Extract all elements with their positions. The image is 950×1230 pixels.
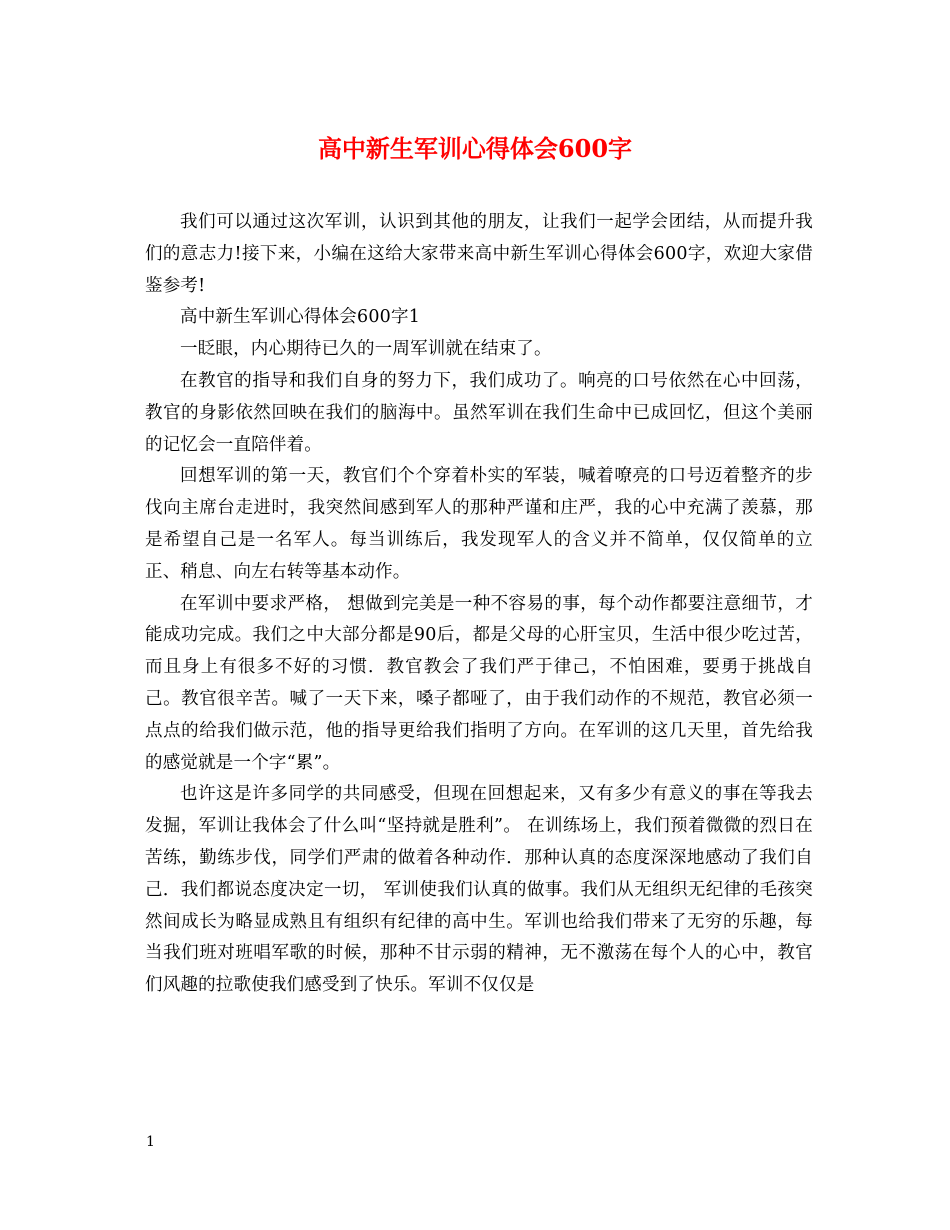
document-title: 高中新生军训心得体会600字 — [317, 134, 633, 163]
paragraph: 在军训中要求严格， 想做到完美是一种不容易的事，每个动作都要注意细节，才能成功完成。我们之中大部分都是90后，都是父母的心肝宝贝，生活中很少吃过苦，而且身上有很多不好的习惯．教官教会了我们严于律己，不怕困难，要勇于挑战自己。教官很辛苦。喊了一天下来，嗓子都哑了，由于我们动作的不规范，教官必须一点点的给我们做示范，他的指导更给我们指明了方向。在军训的这几天里，首先给我的感觉就是一个字“累”。 — [145, 593, 813, 773]
document-body — [145, 207, 813, 1002]
paragraph: 在教官的指导和我们自身的努力下，我们成功了。响亮的口号依然在心中回荡，教官的身影依然回映在我们的脑海中。虽然军训在我们生命中已成回忆，但这个美丽的记忆会一直陪伴着。 — [145, 370, 813, 455]
paragraph-intro: 我们可以通过这次军训，认识到其他的朋友，让我们一起学会团结，从而提升我们的意志力!接下来，小编在这给大家带来高中新生军训心得体会600字，欢迎大家借鉴参考! — [145, 212, 813, 296]
section-heading: 高中新生军训心得体会600字1 — [180, 307, 421, 328]
paragraph: 也许这是许多同学的共同感受，但现在回想起来，又有多少有意义的事在等我去发掘，军训让我体会了什么叫“坚持就是胜利”。 在训练场上，我们预着微微的烈日在苦练，勤练步伐，同学们严肃的做着各种动作．那种认真的态度深深地感动了我们自己．我们都说态度决定一切， 军训使我们认真的做事。我们从无组织无纪律的毛孩突然间成长为略显成熟且有组织有纪律的高中生。军训也给我们带来了无穷的乐趣，每当我们班对班唱军歌的时候，那种不甘示弱的精神，无不激荡在每个人的心中，教官们风趣的拉歌使我们感受到了快乐。军训不仅仅是 — [145, 784, 813, 996]
page-number: 1 — [146, 1134, 155, 1150]
paragraph: 一眨眼，内心期待已久的一周军训就在结束了。 — [180, 339, 552, 360]
paragraph: 回想军训的第一天，教官们个个穿着朴实的军装，喊着嘹亮的口号迈着整齐的步伐向主席台走进时，我突然间感到军人的那种严谨和庄严，我的心中充满了羡慕，那是希望自己是一名军人。每当训练后，我发现军人的含义并不简单，仅仅简单的立正、稍息、向左右转等基本动作。 — [145, 466, 813, 582]
